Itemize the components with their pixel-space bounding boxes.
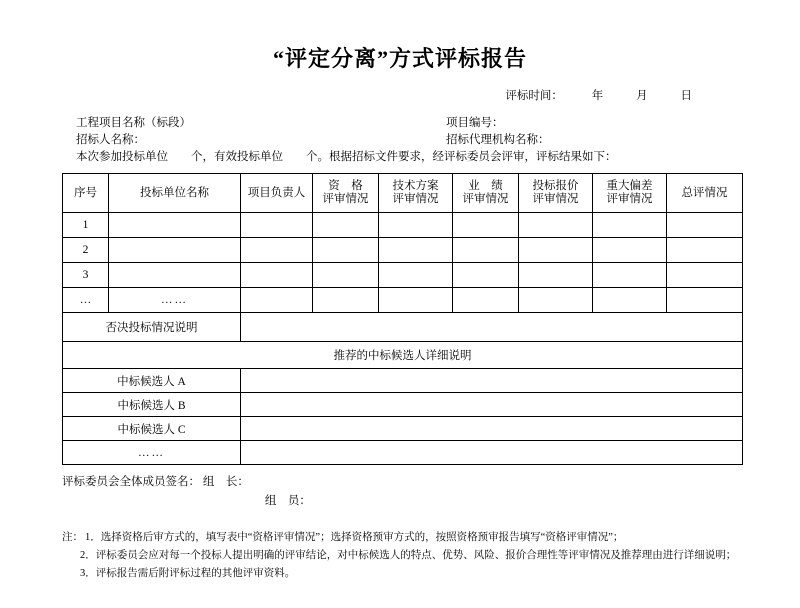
candidate-value[interactable] [241,369,743,393]
project-name-label: 工程项目名称（标段） [76,117,191,129]
row-project-manager[interactable] [241,288,313,313]
header-qualification-review [313,174,379,213]
row-price[interactable] [519,213,593,238]
row-seq: … [63,288,109,313]
evaluation-date-month: 月 [636,90,648,102]
signature-leader-label: 组 长： [202,476,249,488]
signature-block [0,473,800,511]
row-technical[interactable] [379,288,453,313]
row-deviation[interactable] [593,288,667,313]
signature-line-2 [62,492,800,511]
header-performance-line1: 业 绩 [468,180,503,192]
row-technical[interactable] [379,263,453,288]
row-overall[interactable] [667,263,743,288]
veto-label: 否决投标情况说明 [63,313,241,342]
row-technical[interactable] [379,213,453,238]
row-performance[interactable] [453,288,519,313]
header-performance-line2: 评审情况 [462,193,509,205]
row-project-manager[interactable] [241,263,313,288]
row-bidder-name[interactable] [109,263,241,288]
header-deviation-line1: 重大偏差 [606,180,653,192]
table-row [63,263,743,288]
candidate-value[interactable] [241,441,743,465]
evaluation-date-year: 年 [591,90,604,102]
row-qualification[interactable] [313,288,379,313]
candidate-value[interactable] [241,393,743,417]
notes-label: 注： [62,532,83,543]
evaluation-date-day: 日 [680,90,692,102]
header-performance-review [453,174,519,213]
note-text: 2．评标委员会应对每一个投标人提出明确的评审结论，对中标候选人的特点、优势、风险、报价合理性等评审情况及推荐理由进行详细说明； [80,550,737,561]
row-seq: 1 [63,213,109,238]
notes-block [0,529,800,583]
veto-value[interactable] [241,313,743,342]
note-text: 1．选择资格后审方式的，填写表中“资格评审情况”；选择资格预审方式的，按照资格预审报告填写“资格评审情况”； [85,532,624,543]
header-technical-line2: 评审情况 [392,193,439,205]
header-overall-line1: 总评情况 [681,186,728,199]
row-overall[interactable] [667,213,743,238]
table-row [63,213,743,238]
tenderer-name-label: 招标人名称： [76,134,145,146]
header-seq [63,174,109,213]
candidate-label: 中标候选人 C [63,417,241,441]
row-bidder-name[interactable] [109,213,241,238]
header-project-manager-line1: 项目负责人 [247,186,306,199]
note-item [62,565,800,583]
table-header-row [63,174,743,213]
recommend-title: 推荐的中标候选人详细说明 [63,342,743,369]
signature-member-label: 组 员： [264,495,311,507]
table-row [63,288,743,313]
candidate-label: …… [63,441,241,465]
signature-label: 评标委员会全体成员签名： [62,476,200,488]
header-overall [667,174,743,213]
header-seq-line1: 序号 [74,186,97,199]
header-qualification-line1: 资 格 [328,180,363,192]
candidate-row [63,393,743,417]
row-technical[interactable] [379,238,453,263]
row-price[interactable] [519,238,593,263]
row-deviation[interactable] [593,263,667,288]
header-qualification-line2: 评审情况 [322,193,369,205]
evaluation-table [62,173,743,465]
info-row-3 [76,149,742,166]
row-qualification[interactable] [313,263,379,288]
candidate-label: 中标候选人 B [63,393,241,417]
row-project-manager[interactable] [241,213,313,238]
row-performance[interactable] [453,213,519,238]
row-qualification[interactable] [313,238,379,263]
row-bidder-name[interactable]: …… [109,288,241,313]
report-page [0,42,800,608]
row-performance[interactable] [453,263,519,288]
project-number-label: 项目编号： [446,117,504,129]
candidate-label: 中标候选人 A [63,369,241,393]
row-project-manager[interactable] [241,238,313,263]
header-price-review [519,174,593,213]
note-item [62,547,800,565]
header-technical-review [379,174,453,213]
row-price[interactable] [519,263,593,288]
bidder-summary-line: 本次参加投标单位 个，有效投标单位 个。根据招标文件要求，经评标委员会评审，评标结果如下： [76,151,617,163]
table-row [63,238,743,263]
row-overall[interactable] [667,288,743,313]
veto-row [63,313,743,342]
header-deviation-line2: 评审情况 [606,193,653,205]
candidate-row [63,441,743,465]
candidate-value[interactable] [241,417,743,441]
header-price-line1: 投标报价 [532,180,579,192]
recommend-title-row [63,342,743,369]
agency-name-label: 招标代理机构名称： [446,134,550,146]
info-row-1 [76,115,742,132]
row-price[interactable] [519,288,593,313]
evaluation-date-line [0,87,800,103]
row-seq: 3 [63,263,109,288]
header-project-manager [241,174,313,213]
row-deviation[interactable] [593,213,667,238]
header-price-line2: 评审情况 [532,193,579,205]
note-item [62,529,800,547]
signature-line-1 [62,473,800,492]
note-text: 3．评标报告需后附评标过程的其他评审资料。 [80,568,296,579]
project-info-block [0,115,800,166]
row-seq: 2 [63,238,109,263]
page-title: “评定分离”方式评标报告 [272,46,527,71]
candidate-row [63,417,743,441]
candidate-row [63,369,743,393]
header-bidder-name-line1: 投标单位名称 [140,186,209,199]
header-deviation-review [593,174,667,213]
row-deviation[interactable] [593,238,667,263]
row-performance[interactable] [453,238,519,263]
header-technical-line1: 技术方案 [392,180,439,192]
header-bidder-name [109,174,241,213]
row-overall[interactable] [667,238,743,263]
row-qualification[interactable] [313,213,379,238]
evaluation-date-label: 评标时间： [505,90,563,102]
row-bidder-name[interactable] [109,238,241,263]
info-row-2 [76,132,742,149]
